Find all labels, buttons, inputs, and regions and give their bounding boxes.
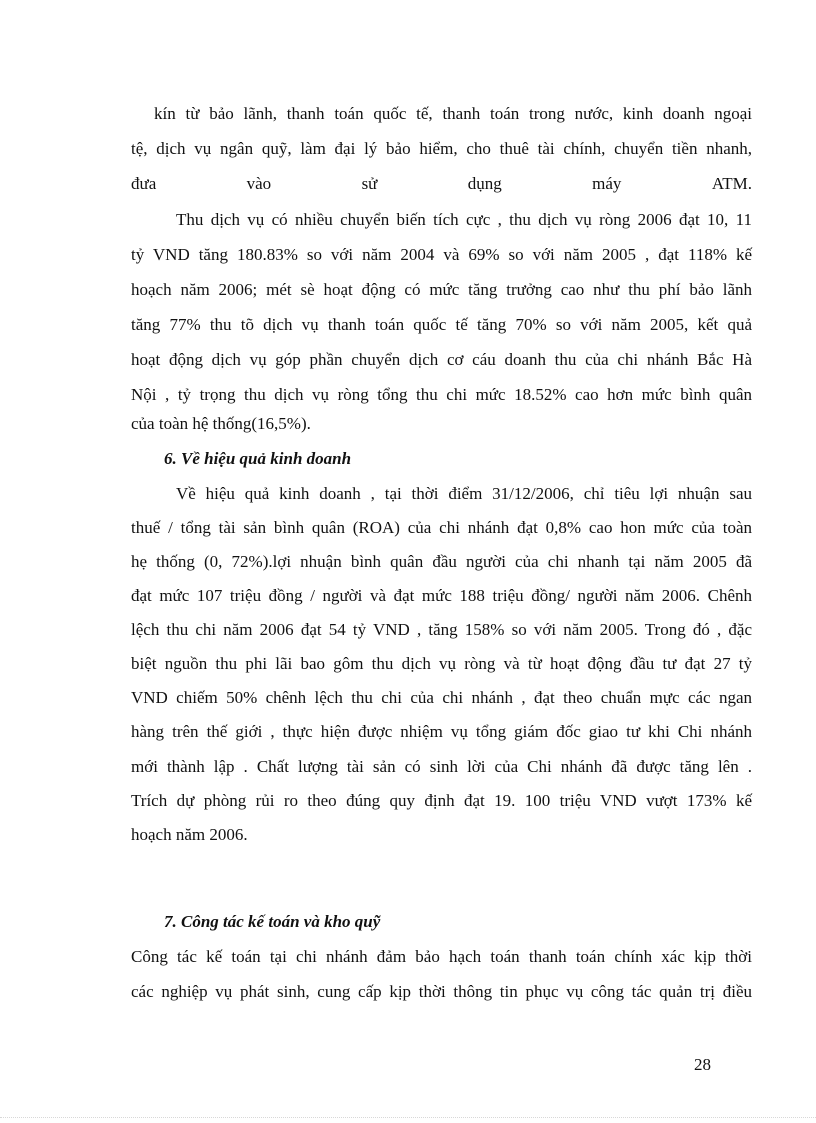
paragraph-line: hàng trên thế giới , thực hiện được nhiệm vụ tổng giám đốc giao tư khi Chi nhánh (131, 722, 752, 741)
paragraph-line: tệ, dịch vụ ngân quỹ, làm đại lý bảo hiểm, cho thuê tài chính, chuyển tiền nhanh, (131, 139, 752, 158)
section-heading: 7. Công tác kế toán và kho quỹ (164, 912, 381, 931)
paragraph-line: Thu dịch vụ có nhiều chuyển biến tích cực , thu dịch vụ ròng 2006 đạt 10, 11 (176, 210, 752, 229)
word: sử (361, 174, 378, 193)
spread-line (131, 174, 752, 194)
paragraph-line: lệch thu chi năm 2006 đạt 54 tỷ VND , tăng 158% so với năm 2005. Trong đó , đặc (131, 620, 752, 639)
paragraph-line: các nghiệp vụ phát sinh, cung cấp kịp thời thông tin phục vụ công tác quản trị điều (131, 982, 752, 1001)
paragraph-line: tỷ VND tăng 180.83% so với năm 2004 và 69% so với năm 2005 , đạt 118% kế (131, 245, 752, 264)
paragraph-line: mới thành lập . Chất lượng tài sản có sinh lời của Chi nhánh đã được tăng lên . (131, 757, 752, 776)
paragraph-line: hoạch năm 2006; mét sè hoạt động có mức tăng trưởng cao như thu phí bảo lãnh (131, 280, 752, 299)
page-divider (0, 1117, 816, 1118)
paragraph-line: VND chiếm 50% chênh lệch thu chi của chi nhánh , đạt theo chuẩn mực các ngan (131, 688, 752, 707)
page-number: 28 (694, 1055, 711, 1074)
word: ATM. (711, 174, 752, 193)
paragraph-line: đạt mức 107 triệu đồng / người và đạt mức 188 triệu đồng/ người năm 2006. Chênh (131, 586, 752, 605)
paragraph-line: Về hiệu quả kinh doanh , tại thời điểm 31/12/2006, chỉ tiêu lợi nhuận sau (176, 484, 752, 503)
paragraph-line: hoạch năm 2006. (131, 825, 248, 844)
paragraph-line: hẹ thống (0, 72%).lợi nhuận bình quân đầu người của chi nhanh tại năm 2005 đã (131, 552, 752, 571)
paragraph-line: của toàn hệ thống(16,5%). (131, 414, 311, 433)
section-heading: 6. Về hiệu quả kinh doanh (164, 449, 352, 468)
paragraph-line: kín từ bảo lãnh, thanh toán quốc tế, thanh toán trong nước, kinh doanh ngoại (154, 104, 752, 123)
paragraph-line: Trích dự phòng rủi ro theo đúng quy định đạt 19. 100 triệu VND vượt 173% kế (131, 791, 752, 810)
paragraph-line: Công tác kế toán tại chi nhánh đảm bảo hạch toán thanh toán chính xác kịp thời (131, 947, 752, 966)
paragraph-line: thuế / tổng tài sản bình quân (ROA) của chi nhánh đạt 0,8% cao hon mức của toàn (131, 518, 752, 537)
word: máy (592, 174, 622, 193)
paragraph-line: Nội , tỷ trọng thu dịch vụ ròng tổng thu chi mức 18.52% cao hơn mức bình quân (131, 385, 752, 404)
paragraph-line: biệt nguồn thu phi lãi bao gôm thu dịch vụ ròng và từ hoạt động đầu tư đạt 27 tỷ (131, 654, 752, 673)
paragraph-line: hoạt động dịch vụ góp phần chuyển dịch cơ cáu doanh thu của chi nhánh Bắc Hà (131, 350, 752, 369)
paragraph-line: tăng 77% thu tõ dịch vụ thanh toán quốc tế tăng 70% so với năm 2005, kết quả (131, 315, 752, 334)
word: dụng (467, 174, 502, 193)
word: vào (246, 174, 272, 193)
word: đưa (131, 174, 157, 193)
